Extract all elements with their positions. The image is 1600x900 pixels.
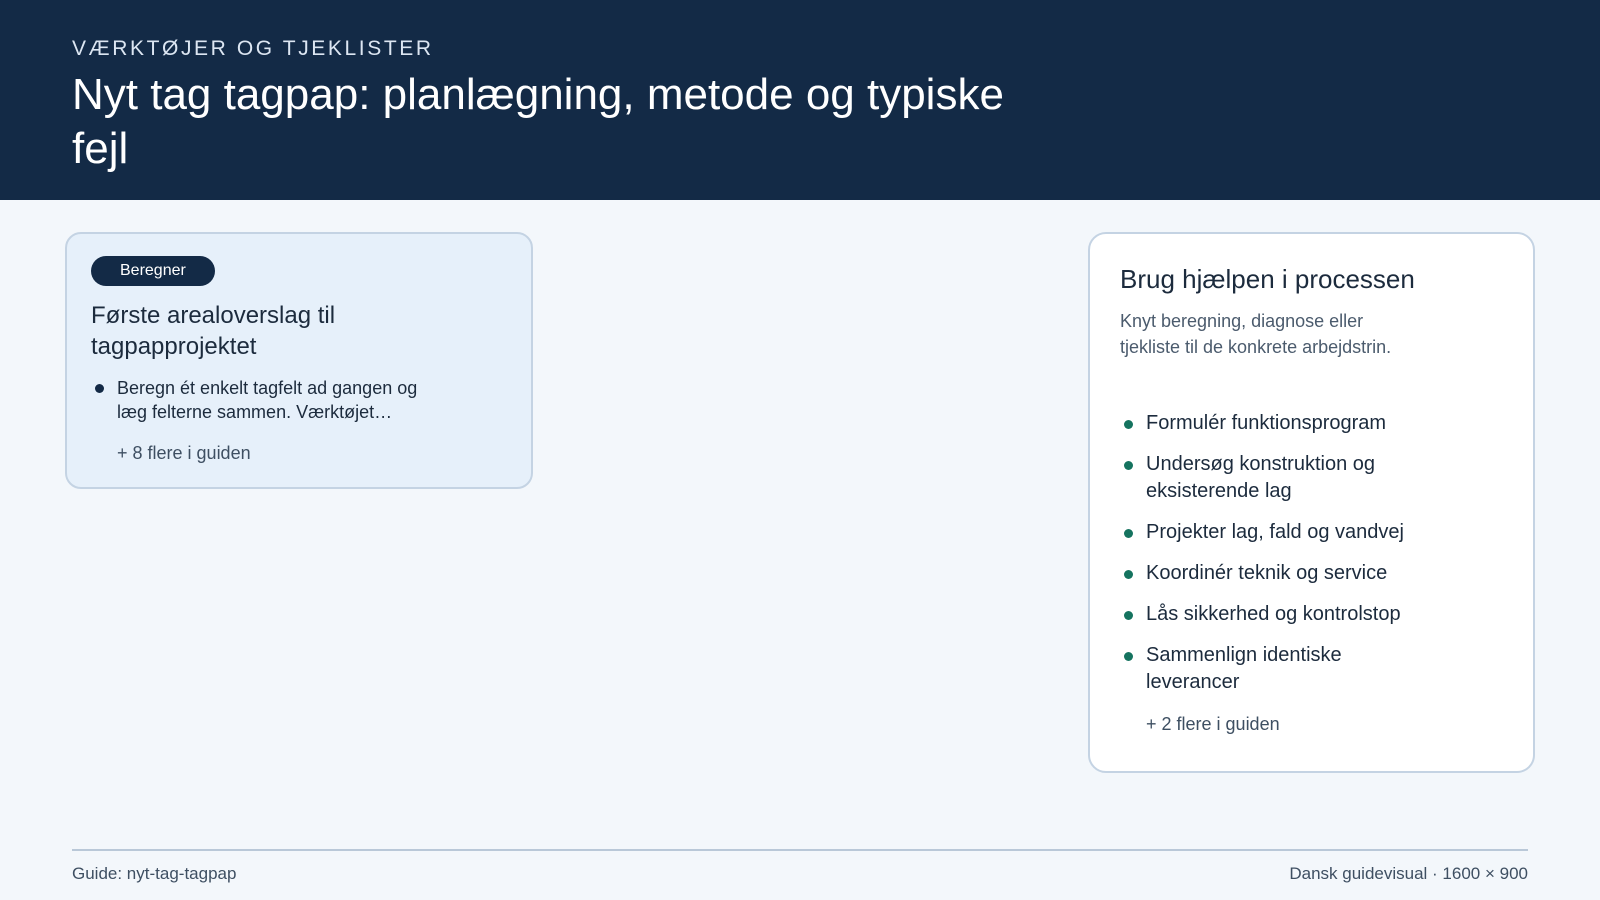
process-step-item: Formulér funktionsprogram — [1120, 410, 1440, 437]
list-item: Beregn ét enkelt tagfelt ad gangen og læg felterne sammen. Værktøjet… — [91, 376, 451, 424]
footer-divider — [72, 849, 1528, 851]
process-card-title: Brug hjælpen i processen — [1120, 264, 1415, 294]
header-banner — [0, 0, 1600, 200]
page-title: Nyt tag tagpap: planlægning, metode og typiske fejl — [72, 70, 1004, 173]
process-step-item: Projekter lag, fald og vandvej — [1120, 519, 1440, 546]
process-card — [1088, 232, 1535, 773]
more-in-guide-link[interactable]: + 2 flere i guiden — [1146, 714, 1280, 734]
process-step-list — [1120, 410, 1440, 710]
footer-visual-info: Dansk guidevisual · 1600 × 900 — [1289, 864, 1528, 883]
section-eyebrow: VÆRKTØJER OG TJEKLISTER — [72, 37, 434, 60]
tool-type-badge: Beregner — [91, 256, 215, 286]
process-step-item: Undersøg konstruktion og eksisterende lag — [1120, 451, 1440, 505]
process-step-item: Koordinér teknik og service — [1120, 560, 1440, 587]
process-step-item: Lås sikkerhed og kontrolstop — [1120, 601, 1440, 628]
calculator-card — [65, 232, 533, 489]
process-step-item: Sammenlign identiske leverancer — [1120, 642, 1440, 696]
footer-guide-slug: Guide: nyt-tag-tagpap — [72, 864, 237, 883]
calculator-card-title: Første arealoverslag til tagpapprojektet — [91, 302, 336, 360]
calculator-card-list — [91, 376, 451, 424]
more-in-guide-link[interactable]: + 8 flere i guiden — [117, 443, 251, 463]
process-card-description: Knyt beregning, diagnose eller tjekliste til de konkrete arbejdstrin. — [1120, 311, 1392, 357]
